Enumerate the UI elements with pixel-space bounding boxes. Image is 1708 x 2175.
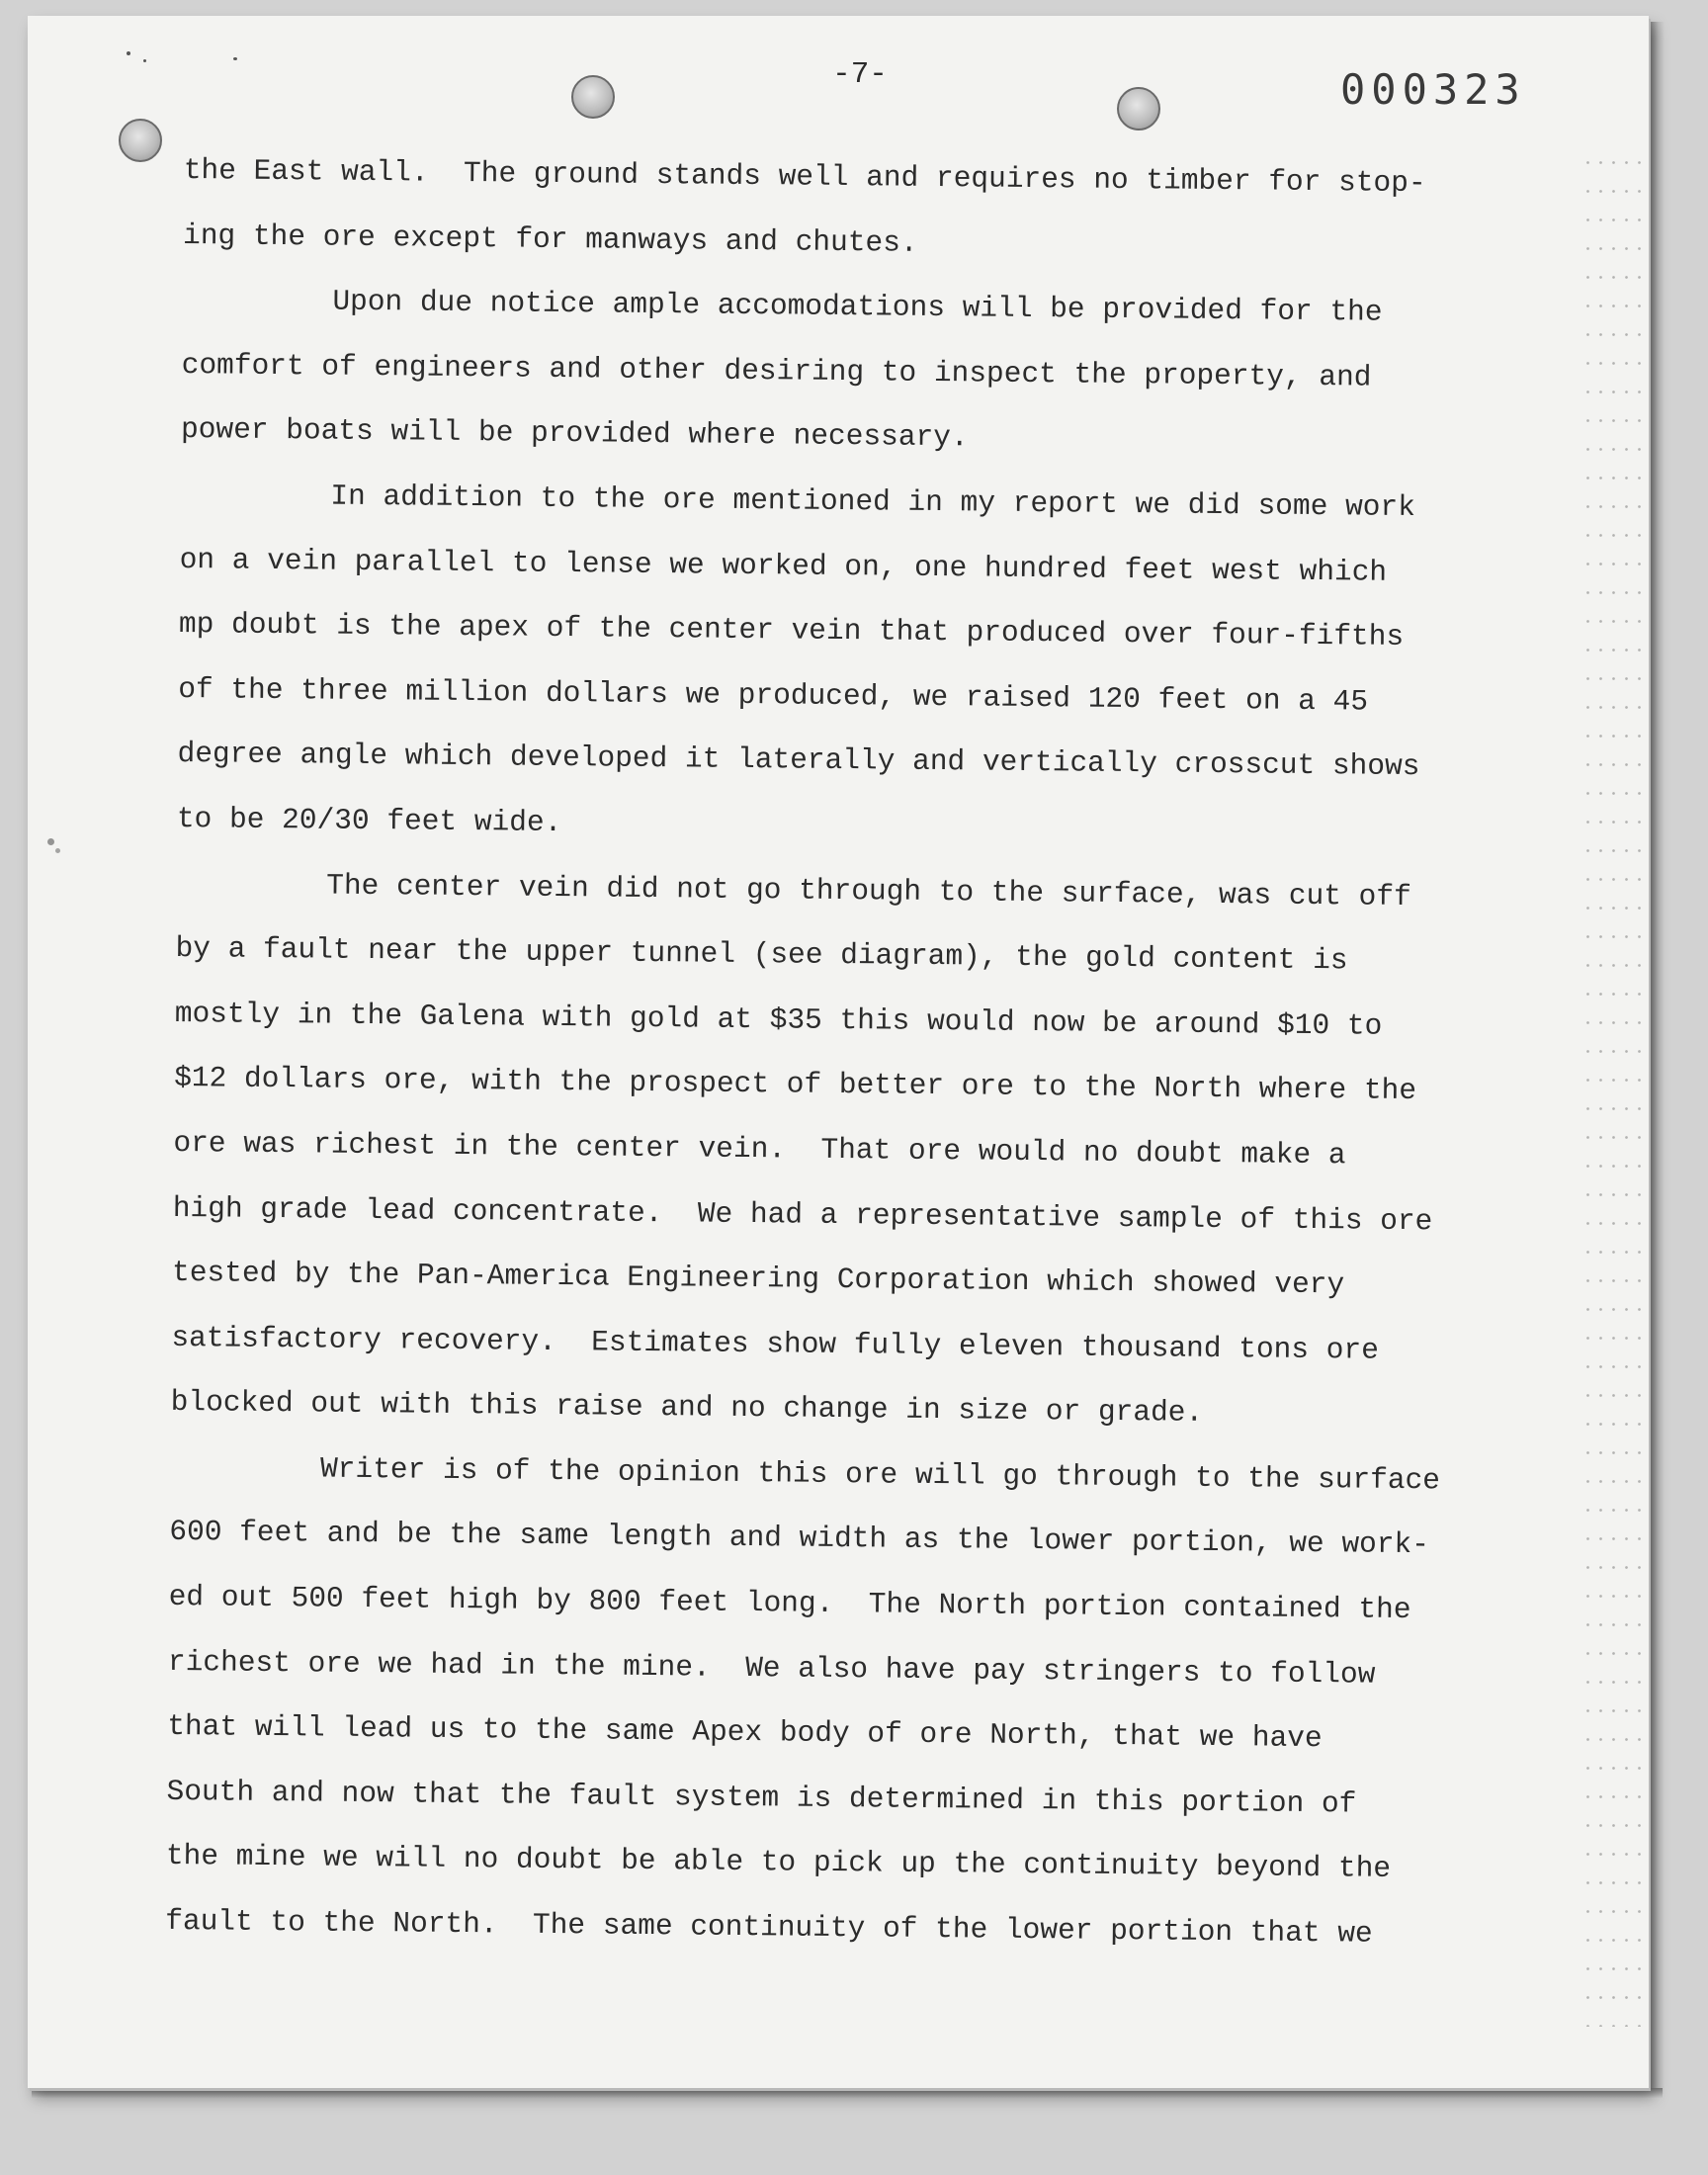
- text-line: satisfactory recovery. Estimates show fully eleven thousand tons ore: [171, 1320, 1380, 1367]
- punch-hole-top-right: [1117, 87, 1160, 130]
- text-line: fault to the North. The same continuity of the lower portion that we: [165, 1903, 1373, 1951]
- scan-speck: [127, 51, 130, 55]
- text-line: tested by the Pan-America Engineering Corporation which showed very: [171, 1256, 1345, 1302]
- text-line: power boats will be provided where necessary.: [180, 412, 969, 455]
- text-line: Upon due notice ample accomodations will be provided for the: [332, 284, 1383, 329]
- text-line: richest ore we had in the mine. We also have pay stringers to follow: [167, 1644, 1376, 1692]
- text-line: to be 20/30 feet wide.: [176, 801, 562, 839]
- text-line: ed out 500 feet high by 800 feet long. The North portion contained the: [168, 1579, 1411, 1627]
- text-line: ore was richest in the center vein. That ore would no doubt make a: [173, 1125, 1346, 1173]
- punch-hole-left: [119, 119, 162, 162]
- text-line: by a fault near the upper tunnel (see diagram), the gold content is: [175, 931, 1348, 978]
- scan-speck: [233, 57, 237, 60]
- text-line: on a vein parallel to lense we worked on, one hundred feet west which: [179, 542, 1388, 589]
- text-line: In addition to the ore mentioned in my report we did some work: [330, 478, 1416, 525]
- paper-edge-shadow-bottom: [32, 2088, 1663, 2098]
- text-line: $12 dollars ore, with the prospect of better ore to the North where the: [173, 1061, 1417, 1108]
- text-line: comfort of engineers and other desiring to inspect the property, and: [181, 347, 1372, 394]
- text-line: blocked out with this raise and no change in size or grade.: [170, 1385, 1204, 1431]
- paper-edge-shadow-right: [1649, 22, 1665, 2094]
- text-line: mostly in the Galena with gold at $35 this would now be around $10 to: [174, 996, 1383, 1043]
- page-number: -7-: [832, 57, 888, 92]
- text-line: 600 feet and be the same length and width as the lower portion, we work-: [169, 1515, 1430, 1562]
- punch-hole-top-left: [571, 75, 615, 119]
- scan-speck: [55, 848, 60, 853]
- text-line: of the three million dollars we produced, we raised 120 feet on a 45: [178, 671, 1369, 719]
- text-line: the East wall. The ground stands well and requires no timber for stop-: [183, 152, 1426, 201]
- text-line: ing the ore except for manways and chutes.: [182, 218, 918, 260]
- text-line: the mine we will no doubt be able to pick up the continuity beyond the: [165, 1839, 1392, 1886]
- document-body: [165, 150, 1617, 1981]
- text-line: high grade lead concentrate. We had a representative sample of this ore: [172, 1190, 1433, 1238]
- text-line: South and now that the fault system is determined in this portion of: [166, 1774, 1357, 1821]
- text-line: degree angle which developed it laterally and vertically crosscut shows: [177, 737, 1420, 784]
- bates-number: 000323: [1340, 65, 1526, 114]
- scan-speck: [143, 59, 146, 62]
- text-line: The center vein did not go through to the surface, was cut off: [326, 868, 1411, 914]
- text-line: mp doubt is the apex of the center vein that produced over four-fifths: [178, 607, 1405, 654]
- scan-speck: [47, 838, 54, 845]
- text-line: Writer is of the opinion this ore will go through to the surface: [319, 1451, 1441, 1498]
- text-line: that will lead us to the same Apex body of ore North, that we have: [167, 1709, 1323, 1756]
